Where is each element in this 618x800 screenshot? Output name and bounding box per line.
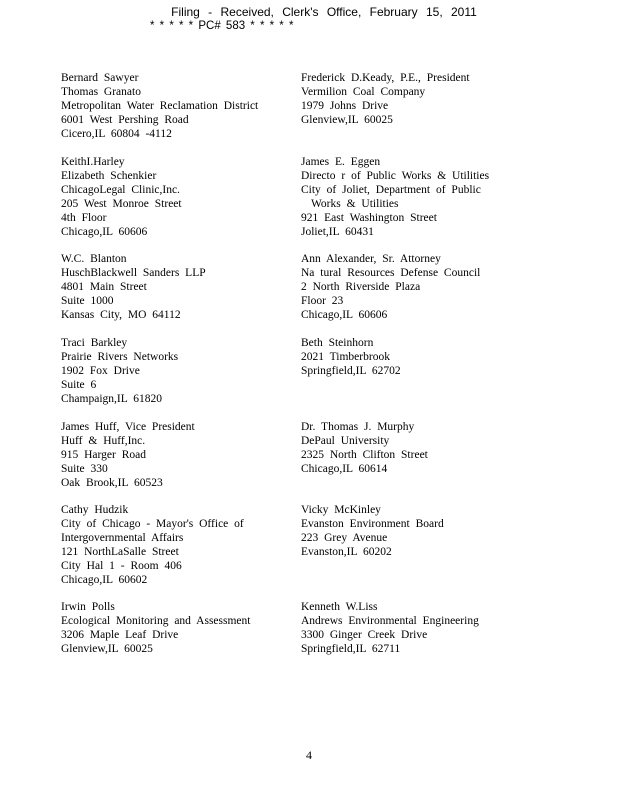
contact-line: 205 West Monroe Street: [61, 197, 182, 210]
contact-line: Irwin Polls: [61, 601, 115, 613]
contact-line: Glenview,IL 60025: [301, 113, 393, 126]
contact-line: 4th Floor: [61, 211, 107, 224]
contact-line: 915 Harger Road: [61, 448, 146, 461]
contact-line: Metropolitan Water Reclamation District: [61, 99, 259, 112]
contact-line: Andrews Environmental Engineering: [301, 614, 479, 627]
contact-line: Floor 23: [301, 294, 344, 307]
contact-line: 3206 Maple Leaf Drive: [61, 628, 179, 641]
contact-line: Huff & Huff,Inc.: [61, 434, 146, 447]
contact-line: 2 North Riverside Plaza: [301, 280, 421, 293]
contact-line: Suite 6: [61, 378, 97, 391]
contact-line: Bernard Sawyer: [61, 72, 139, 84]
contact-block: [301, 421, 428, 477]
contact-line: Dr. Thomas J. Murphy: [301, 421, 415, 433]
contact-line: Joliet,IL 60431: [301, 225, 374, 238]
contact-line: Chicago,IL 60602: [61, 573, 148, 586]
contact-line: Chicago,IL 60606: [301, 308, 388, 321]
contact-line: Kansas City, MO 64112: [61, 308, 181, 321]
contact-line: Chicago,IL 60614: [301, 462, 388, 475]
contact-block: [301, 337, 401, 379]
contact-block: [61, 156, 182, 239]
contact-line: HuschBlackwell Sanders LLP: [61, 266, 206, 279]
contact-line: City of Chicago - Mayor's Office of: [61, 517, 244, 530]
contact-line: W.C. Blanton: [61, 253, 127, 265]
contact-line: Springfield,IL 62711: [301, 642, 401, 655]
contact-line: Champaign,IL 61820: [61, 392, 162, 405]
contact-line: Glenview,IL 60025: [61, 642, 153, 655]
contact-line: City of Joliet, Department of Public: [301, 183, 481, 196]
contact-line: DePaul University: [301, 434, 390, 447]
contact-line: 3300 Ginger Creek Drive: [301, 628, 428, 641]
pc-number-line: * * * * * PC# 583 * * * * *: [150, 20, 294, 32]
contact-block: [301, 601, 479, 657]
contact-line: 1979 Johns Drive: [301, 99, 389, 112]
contact-line: Suite 1000: [61, 294, 114, 307]
filing-header: Filing - Received, Clerk's Office, February 15, 2011: [171, 5, 477, 19]
contact-block: [301, 72, 470, 128]
contact-line: Beth Steinhorn: [301, 337, 374, 349]
contact-line: Chicago,IL 60606: [61, 225, 148, 238]
contact-line: 121 NorthLaSalle Street: [61, 545, 179, 558]
contact-line: Thomas Granato: [61, 85, 141, 98]
contact-line: Vermilion Coal Company: [301, 85, 426, 98]
contact-line: Na tural Resources Defense Council: [301, 266, 481, 279]
contact-line: Ann Alexander, Sr. Attorney: [301, 253, 441, 265]
contact-block: [301, 253, 480, 323]
contact-line: Oak Brook,IL 60523: [61, 476, 163, 489]
contact-line: ChicagoLegal Clinic,Inc.: [61, 183, 180, 196]
contact-line: 223 Grey Avenue: [301, 531, 388, 544]
contact-line: Elizabeth Schenkier: [61, 169, 157, 182]
contact-line: Frederick D.Keady, P.E., President: [301, 72, 470, 84]
contact-line: Intergovernmental Affairs: [61, 531, 184, 544]
contact-line: Springfield,IL 62702: [301, 364, 401, 377]
contact-block: [61, 601, 250, 657]
contact-line: James Huff, Vice President: [61, 421, 195, 433]
contact-line: Kenneth W.Liss: [301, 601, 378, 613]
contact-line: Works & Utilities: [311, 197, 399, 210]
contact-line: City Hal 1 - Room 406: [61, 559, 182, 572]
contact-line: 921 East Washington Street: [301, 211, 437, 224]
page-number: 4: [306, 748, 312, 762]
contact-line: Cicero,IL 60804 -4112: [61, 127, 172, 140]
contact-block: [301, 504, 444, 560]
contact-line: Vicky McKinley: [301, 504, 381, 516]
contact-block: [61, 504, 244, 587]
contact-line: James E. Eggen: [301, 156, 381, 168]
contact-block: [61, 337, 178, 407]
contact-line: Evanston,IL 60202: [301, 545, 392, 558]
contact-line: KeithI.Harley: [61, 156, 125, 168]
contact-line: Prairie Rivers Networks: [61, 350, 179, 363]
contact-line: 6001 West Pershing Road: [61, 113, 189, 126]
contact-line: Suite 330: [61, 462, 108, 475]
contact-line: Evanston Environment Board: [301, 517, 444, 530]
contact-line: Traci Barkley: [61, 337, 128, 349]
contact-line: Directo r of Public Works & Utilities: [301, 169, 490, 182]
contact-block: [61, 253, 206, 323]
contact-line: Ecological Monitoring and Assessment: [61, 614, 251, 627]
contact-block: [61, 72, 258, 142]
contact-line: 2021 Timberbrook: [301, 350, 390, 363]
contact-line: 2325 North Clifton Street: [301, 448, 428, 461]
contact-line: Cathy Hudzik: [61, 504, 129, 516]
contact-line: 1902 Fox Drive: [61, 364, 140, 377]
contact-line: 4801 Main Street: [61, 280, 147, 293]
contact-block: [61, 421, 195, 491]
contact-block: [301, 156, 489, 239]
